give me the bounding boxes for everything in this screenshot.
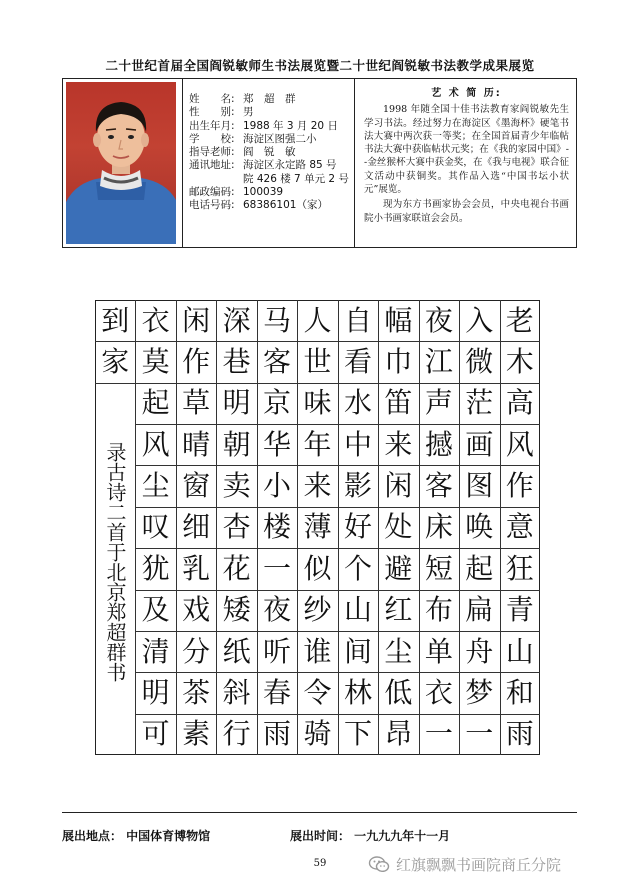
watermark-text: 红旗飘飘书画院商丘分院 [396, 855, 562, 874]
calligraphy-character: 短 [424, 551, 453, 585]
calligraphy-character: 矮 [222, 593, 251, 627]
calligraphy-character: 个 [343, 551, 372, 585]
calligraphy-character: 衣 [424, 675, 453, 709]
calligraphy-character: 楼 [263, 510, 292, 544]
calligraphy-character: 年 [303, 427, 332, 461]
calligraphy-character: 莫 [141, 345, 170, 379]
calligraphy-character: 避 [384, 551, 413, 585]
detail-label: 姓 名: [189, 93, 235, 105]
calligraphy-character: 到 [101, 303, 130, 337]
detail-label: 通讯地址: [189, 159, 235, 172]
calligraphy-character: 花 [222, 551, 251, 585]
detail-label: 性 别: [189, 106, 235, 119]
calligraphy-character: 茫 [465, 386, 494, 420]
calligraphy-character: 窗 [182, 469, 211, 503]
calligraphy-character: 一 [465, 717, 494, 751]
calligraphy-character: 味 [303, 386, 332, 420]
calligraphy-character: 江 [424, 345, 453, 379]
calligraphy-character: 明 [222, 386, 251, 420]
calligraphy-character: 茶 [182, 675, 211, 709]
detail-value: 阎 锐 敏 [243, 146, 296, 159]
detail-row-address-cont [189, 173, 354, 186]
calligraphy-character: 华 [263, 427, 292, 461]
calligraphy-character: 来 [303, 469, 332, 503]
calligraphy-character: 撼 [424, 427, 453, 461]
detail-row-teacher [189, 146, 354, 159]
calligraphy-character: 风 [505, 427, 534, 461]
calligraphy-character: 深 [222, 303, 251, 337]
calligraphy-character: 老 [505, 303, 534, 337]
calligraphy-character: 笛 [384, 386, 413, 420]
calligraphy-character: 中 [343, 427, 372, 461]
detail-row-school [189, 133, 354, 146]
calligraphy-character: 素 [182, 717, 211, 751]
calligraphy-character: 梦 [465, 675, 494, 709]
calligraphy-character: 纱 [303, 593, 332, 627]
personal-details [189, 93, 354, 213]
calligraphy-character: 雨 [505, 717, 534, 751]
calligraphy-character: 红 [384, 593, 413, 627]
calligraphy-character: 纸 [222, 634, 251, 668]
calligraphy-character: 看 [343, 345, 372, 379]
calligraphy-character: 春 [263, 675, 292, 709]
detail-label: 指导老师: [189, 146, 235, 159]
calligraphy-character: 唤 [465, 510, 494, 544]
exhibition-time: 展出时间： 一九九九年十一月 [290, 829, 451, 843]
calligraphy-character: 马 [263, 303, 292, 337]
calligraphy-character: 草 [182, 386, 211, 420]
calligraphy-character: 舟 [465, 634, 494, 668]
calligraphy-character: 狂 [505, 551, 534, 585]
calligraphy-character: 山 [343, 593, 372, 627]
calligraphy-character: 起 [465, 551, 494, 585]
detail-value: 100039 [243, 186, 284, 199]
calligraphy-character: 家 [101, 345, 130, 379]
calligraphy-character: 尘 [141, 469, 170, 503]
bio-paragraph: 1998 年随全国十佳书法教育家阎锐敏先生学习书法。经过努力在海淀区《墨海杯》硬笔书法大赛中两次获一等奖；在全国首届青少年临帖书法大赛中获临帖状元奖；在《我的家园中国》--金丝猴杯大赛中获金奖，在《我与电视》联合征文活动中获铜奖。其作品入选“中国书坛小状元”展览。 [364, 104, 569, 196]
exhibition-location: 展出地点： 中国体育博物馆 [62, 829, 211, 843]
calligraphy-character: 巷 [222, 345, 251, 379]
calligraphy-character: 来 [384, 427, 413, 461]
detail-row-phone [189, 199, 354, 212]
calligraphy-character: 明 [141, 675, 170, 709]
calligraphy-character: 衣 [141, 303, 170, 337]
signature-inscription: 录古诗二首于北京郑超群书 [103, 442, 127, 682]
calligraphy-character: 林 [343, 675, 372, 709]
student-info-panel [62, 78, 577, 248]
student-photo [66, 82, 176, 244]
detail-row-postcode [189, 186, 354, 199]
calligraphy-character: 巾 [384, 345, 413, 379]
calligraphy-character: 人 [303, 303, 332, 337]
calligraphy-character: 令 [303, 675, 332, 709]
detail-row-address [189, 159, 354, 172]
detail-value: 男 [243, 106, 254, 119]
calligraphy-character: 谁 [303, 634, 332, 668]
calligraphy-character: 入 [465, 303, 494, 337]
calligraphy-character: 自 [343, 303, 372, 337]
calligraphy-character: 京 [263, 386, 292, 420]
panel-divider [182, 79, 183, 247]
calligraphy-character: 影 [343, 469, 372, 503]
student-portrait-image [66, 82, 176, 244]
calligraphy-character: 闲 [384, 469, 413, 503]
calligraphy-character: 似 [303, 551, 332, 585]
calligraphy-character: 闲 [182, 303, 211, 337]
calligraphy-character: 木 [505, 345, 534, 379]
detail-value: 1988 年 3 月 20 日 [243, 119, 338, 132]
calligraphy-character: 夜 [424, 303, 453, 337]
calligraphy-character: 微 [465, 345, 494, 379]
detail-value: 郑 超 群 [243, 93, 296, 105]
calligraphy-grid [95, 300, 540, 755]
calligraphy-character: 处 [384, 510, 413, 544]
panel-divider [354, 79, 355, 247]
wechat-icon [368, 853, 390, 875]
calligraphy-character: 床 [424, 510, 453, 544]
calligraphy-character: 可 [141, 717, 170, 751]
bio-paragraph: 现为东方书画家协会会员，中央电视台书画院小书画家联谊会会员。 [364, 199, 569, 224]
calligraphy-character: 一 [263, 551, 292, 585]
calligraphy-character: 夜 [263, 593, 292, 627]
calligraphy-character: 客 [424, 469, 453, 503]
detail-value: 海淀区图强二小 [243, 132, 317, 145]
calligraphy-character: 图 [465, 469, 494, 503]
detail-label: 电话号码: [189, 199, 235, 212]
calligraphy-character: 低 [384, 675, 413, 709]
calligraphy-character: 意 [505, 510, 534, 544]
calligraphy-character: 起 [141, 386, 170, 420]
detail-value: 院 426 楼 7 单元 2 号 [243, 172, 349, 185]
calligraphy-character: 山 [505, 634, 534, 668]
exhibition-title: 二十世纪首届全国阎锐敏师生书法展览暨二十世纪阎锐敏书法教学成果展览 [105, 58, 535, 73]
calligraphy-character: 风 [141, 427, 170, 461]
calligraphy-character: 行 [222, 717, 251, 751]
calligraphy-character: 晴 [182, 427, 211, 461]
calligraphy-character: 世 [303, 345, 332, 379]
watermark [368, 852, 561, 876]
detail-row-birth [189, 120, 354, 133]
calligraphy-character: 画 [465, 427, 494, 461]
art-biography [364, 87, 569, 225]
calligraphy-character: 青 [505, 593, 534, 627]
calligraphy-character: 小 [263, 469, 292, 503]
calligraphy-character: 犹 [141, 551, 170, 585]
calligraphy-character: 及 [141, 593, 170, 627]
calligraphy-character: 分 [182, 634, 211, 668]
page-number: 59 [313, 858, 327, 869]
calligraphy-character: 朝 [222, 427, 251, 461]
calligraphy-character: 薄 [303, 510, 332, 544]
calligraphy-character: 昂 [384, 717, 413, 751]
calligraphy-character: 水 [343, 386, 372, 420]
calligraphy-character: 幅 [384, 303, 413, 337]
bio-title: 艺 术 简 历: [431, 88, 502, 99]
detail-label: 出生年月: [189, 119, 235, 132]
calligraphy-character: 间 [343, 634, 372, 668]
detail-value: 海淀区永定路 85 号 [243, 159, 337, 172]
calligraphy-character: 一 [424, 717, 453, 751]
calligraphy-character: 细 [182, 510, 211, 544]
detail-label: 邮政编码: [189, 186, 235, 199]
calligraphy-character: 听 [263, 634, 292, 668]
detail-row-gender [189, 106, 354, 119]
calligraphy-character: 杏 [222, 510, 251, 544]
calligraphy-character: 单 [424, 634, 453, 668]
calligraphy-character: 客 [263, 345, 292, 379]
detail-value: 68386101（家） [243, 199, 328, 212]
calligraphy-character: 乳 [182, 551, 211, 585]
calligraphy-character: 好 [343, 510, 372, 544]
calligraphy-character: 卖 [222, 469, 251, 503]
calligraphy-character: 作 [505, 469, 534, 503]
calligraphy-character: 扁 [465, 593, 494, 627]
detail-row-name [189, 93, 354, 106]
calligraphy-character: 高 [505, 386, 534, 420]
calligraphy-character: 雨 [263, 717, 292, 751]
footer-rule [62, 812, 577, 813]
calligraphy-character: 戏 [182, 593, 211, 627]
calligraphy-character: 下 [343, 717, 372, 751]
calligraphy-character: 骑 [303, 717, 332, 751]
calligraphy-character: 叹 [141, 510, 170, 544]
calligraphy-character: 声 [424, 386, 453, 420]
calligraphy-character: 作 [182, 345, 211, 379]
calligraphy-character: 和 [505, 675, 534, 709]
detail-label: 学 校: [189, 132, 235, 145]
calligraphy-character: 斜 [222, 675, 251, 709]
calligraphy-character: 尘 [384, 634, 413, 668]
calligraphy-character: 布 [424, 593, 453, 627]
calligraphy-character: 清 [141, 634, 170, 668]
